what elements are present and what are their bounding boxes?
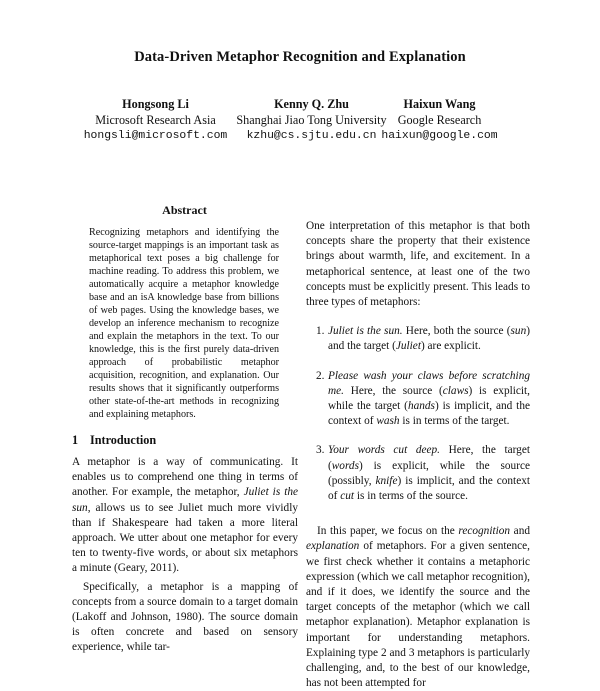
- italic-run: hands: [407, 400, 435, 413]
- author-affiliation: Shanghai Jiao Tong University: [236, 113, 387, 127]
- italic-run: knife: [375, 474, 398, 487]
- metaphor-type-list: [306, 324, 530, 504]
- author-name: Hongsong Li: [122, 97, 189, 111]
- author-email: hongsli@microsoft.com: [83, 130, 228, 142]
- italic-run: Juliet is the sun: [72, 486, 299, 514]
- text-run: Here, both the source (: [402, 325, 511, 338]
- italic-run: Your words cut deep.: [328, 444, 440, 457]
- list-number: 1.: [316, 325, 325, 338]
- list-item: [306, 443, 530, 504]
- paper-title: Data-Driven Metaphor Recognition and Explanation: [134, 49, 466, 65]
- text-run: ) is explicit, while the target (: [328, 384, 530, 413]
- italic-run: sun: [510, 325, 527, 338]
- right-column-body: [306, 219, 530, 691]
- section-heading: [72, 433, 156, 448]
- author-affiliation: Google Research: [397, 113, 482, 127]
- intro-paragraph-1: [72, 455, 298, 577]
- text-run: and: [510, 525, 530, 538]
- author-name: Haixun Wang: [403, 97, 476, 111]
- left-column-body: [72, 455, 298, 656]
- text-run: , allows us to see Juliet much more vividly than if Shakespeare had taken a more literal approach. We utter about one metaphor for every ten to twenty-five words, or about six metaphors a minute (Geary, 2011).: [72, 501, 298, 575]
- author-affiliation: Microsoft Research Asia: [95, 113, 216, 127]
- author-email: haixun@google.com: [381, 130, 498, 142]
- text-run: In this paper, we focus on the: [317, 525, 459, 538]
- abstract-heading: Abstract: [162, 203, 207, 217]
- list-item: [306, 369, 530, 430]
- italic-run: cut: [340, 490, 355, 503]
- list-number: 3.: [316, 444, 325, 457]
- author-email: kzhu@cs.sjtu.edu.cn: [246, 130, 377, 142]
- italic-run: wash: [376, 415, 400, 428]
- italic-run: Juliet is the sun.: [328, 325, 403, 338]
- text-run: Here, the source (: [344, 384, 443, 397]
- intro-paragraph-2: Specifically, a metaphor is a mapping of concepts from a source domain to a target domain (Lakoff and Johnson, 1980). The source domain is often concrete and based on sensory experience, while tar-: [72, 580, 298, 654]
- author-block: [342, 96, 537, 144]
- right-paragraph-1: One interpretation of this metaphor is that both concepts share the property that their existence brings about warmth, life, and excitement. In a metaphorical sentence, at least one of the two concepts must be explicitly present. This leads to three types of metaphors:: [306, 220, 530, 309]
- text-run: is in terms of the target.: [399, 415, 510, 428]
- italic-run: words: [331, 459, 359, 472]
- abstract-text: Recognizing metaphors and identifying the source-target mappings is an important task as metaphorical text poses a big challenge for machine reading. To address this problem, we automatically acquire a metaphor knowledge base and an isA knowledge base from billions of web pages. Using the knowledge bases, we develop an inference mechanism to recognize and explain the metaphors in the text. To our knowledge, this is the first purely data-driven approach of probabilistic metaphor acquisition, recognition, and explanation. Our results shows that it significantly outperforms other state-of-the-art methods in recognizing and explaining metaphors.: [89, 227, 279, 420]
- section-number: 1: [72, 433, 79, 447]
- author-name: Kenny Q. Zhu: [274, 97, 349, 111]
- text-run: A metaphor is a way of communicating. It enables us to comprehend one thing in terms of another. For example, the metaphor,: [72, 456, 298, 499]
- text-run: ) is explicit, while the source (possibly,: [328, 459, 530, 487]
- text-run: of metaphors. For a given sentence, we first check whether it contains a metaphoric expression (which we call metaphor recognition), and if it does, we identify the source and the target concepts of the metaphor (which we call metaphor explanation). Metaphor explanation is important for understanding metaphors. Explaining type 2 and 3 metaphors is particularly challenging, and, to the best of our knowledge, has not been attempted for: [306, 540, 530, 690]
- text-run: Here, the target (: [328, 444, 530, 472]
- right-paragraph-2: [306, 524, 530, 691]
- italic-run: Please wash your claws before scratching me.: [328, 369, 530, 397]
- italic-run: Juliet: [395, 340, 421, 353]
- italic-run: recognition: [458, 525, 511, 538]
- section-title: Introduction: [90, 433, 157, 447]
- text-run: is in terms of the source.: [354, 490, 468, 503]
- text-run: ) are explicit.: [420, 340, 481, 353]
- text-run: ) is implicit, and the context of: [328, 400, 530, 428]
- italic-run: claws: [442, 384, 469, 397]
- italic-run: explanation: [306, 540, 360, 553]
- list-number: 2.: [316, 369, 325, 382]
- list-item: [306, 324, 530, 354]
- text-run: ) and the target (: [328, 325, 530, 353]
- text-run: ) is implicit, and the context of: [328, 474, 530, 503]
